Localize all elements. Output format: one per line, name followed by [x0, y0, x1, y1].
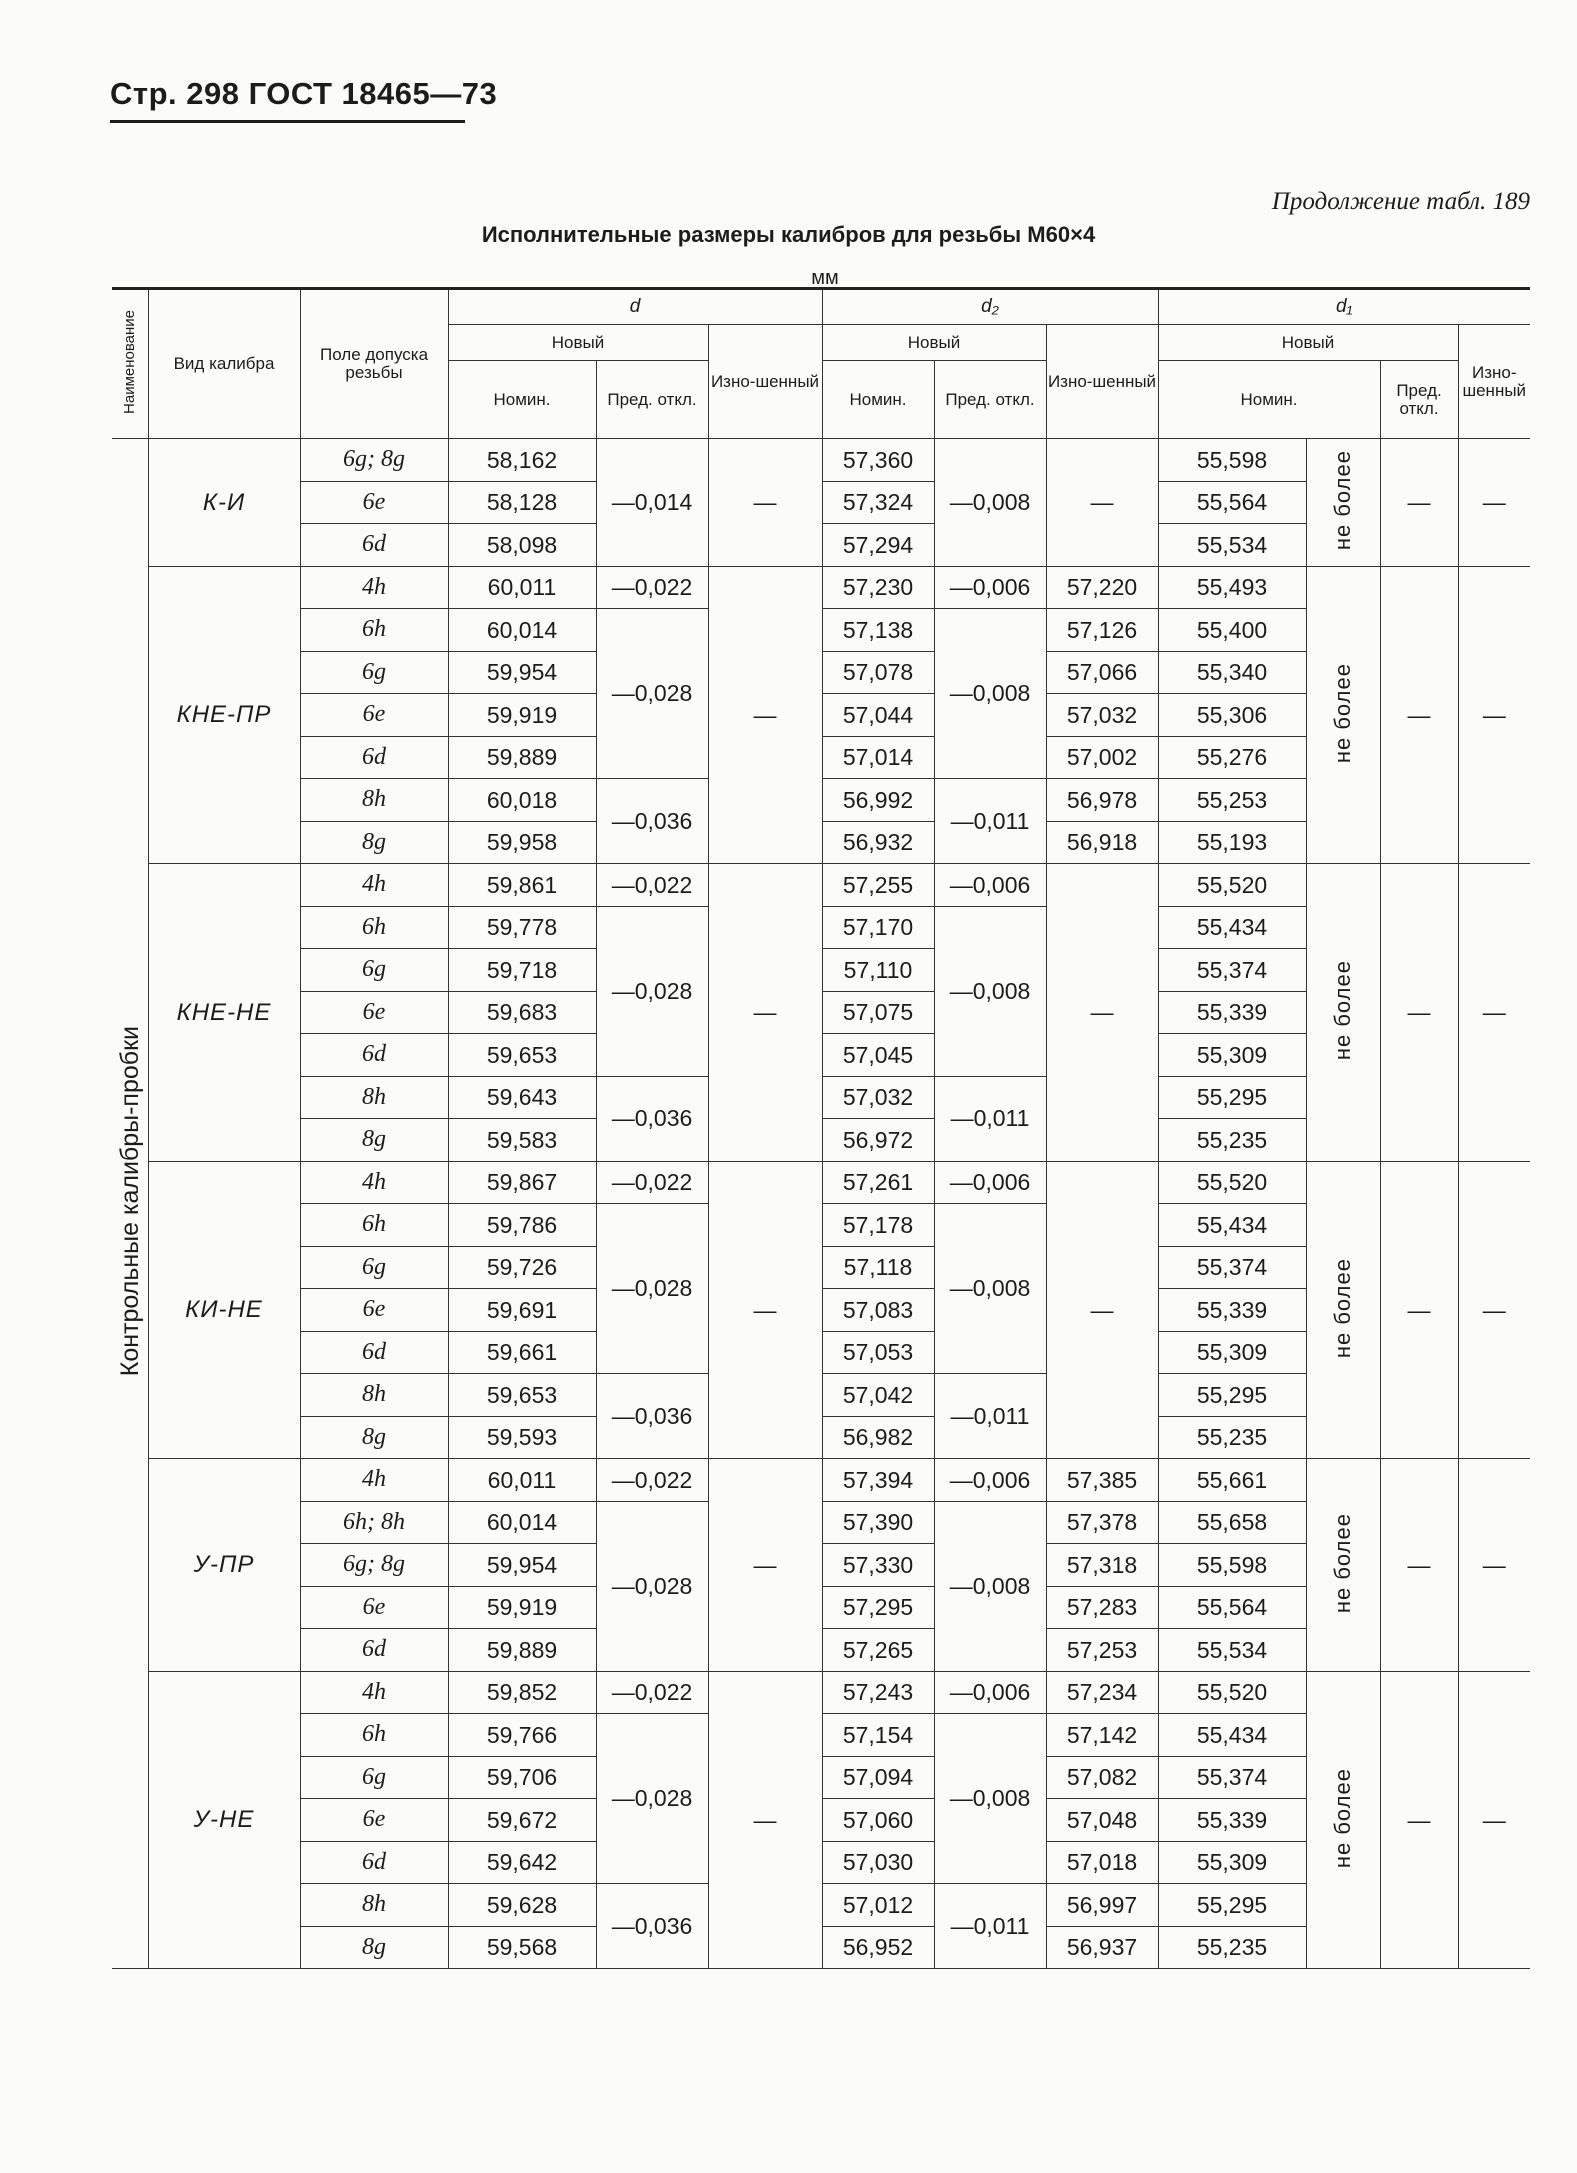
- d-nominal: 59,642: [448, 1841, 596, 1884]
- d1-nominal: 55,306: [1158, 694, 1306, 737]
- not-more-label: не более: [1330, 662, 1356, 763]
- tolerance-field: 8h: [300, 1076, 448, 1119]
- tolerance-field: 6h; 8h: [300, 1501, 448, 1544]
- d2-deviation: —0,011: [934, 779, 1046, 864]
- d-nominal: 59,726: [448, 1246, 596, 1289]
- d-deviation: —0,028: [596, 906, 708, 1076]
- table-row: [112, 439, 1530, 482]
- d2-deviation: —0,006: [934, 1671, 1046, 1714]
- d2-nominal: 57,255: [822, 864, 934, 907]
- d2-worn: 56,997: [1046, 1884, 1158, 1927]
- d1-worn-header: Изно-шенный: [1458, 325, 1530, 439]
- d-worn: —: [708, 1459, 822, 1672]
- d2-deviation: —0,008: [934, 1204, 1046, 1374]
- d-nominal: 59,919: [448, 1586, 596, 1629]
- d2-nominal: 57,324: [822, 481, 934, 524]
- d1-nominal: 55,598: [1158, 1544, 1306, 1587]
- tolerance-field: 8h: [300, 779, 448, 822]
- d-dev-header: Пред. откл.: [596, 361, 708, 439]
- d1-nominal: 55,434: [1158, 1714, 1306, 1757]
- section-name: Контрольные калибры-пробки: [115, 1026, 144, 1377]
- d1-deviation: —: [1380, 566, 1458, 864]
- d2-nominal-header: Номин.: [822, 361, 934, 439]
- d-nominal: 59,653: [448, 1034, 596, 1077]
- d1-worn: —: [1458, 1671, 1530, 1969]
- d1-nominal: 55,493: [1158, 566, 1306, 609]
- d-nominal: 59,643: [448, 1076, 596, 1119]
- tolerance-field: 6g; 8g: [300, 1544, 448, 1587]
- d1-nominal: 55,309: [1158, 1034, 1306, 1077]
- d-nominal: 58,098: [448, 524, 596, 567]
- gauge-dimensions-table: [112, 287, 1530, 1969]
- d2-nominal: 57,243: [822, 1671, 934, 1714]
- d-nominal: 59,683: [448, 991, 596, 1034]
- tolerance-field: 6h: [300, 609, 448, 652]
- d2-nominal: 56,952: [822, 1926, 934, 1969]
- d-nominal: 59,568: [448, 1926, 596, 1969]
- d-nominal: 59,691: [448, 1289, 596, 1332]
- d-nominal: 59,786: [448, 1204, 596, 1247]
- d-nominal: 60,011: [448, 566, 596, 609]
- d2-worn: 57,220: [1046, 566, 1158, 609]
- d2-nominal: 56,982: [822, 1416, 934, 1459]
- d2-nominal: 57,138: [822, 609, 934, 652]
- col-d2-header: d₂: [822, 289, 1158, 325]
- d1-deviation: —: [1380, 1161, 1458, 1459]
- tolerance-field: 6e: [300, 991, 448, 1034]
- d1-nominal: 55,309: [1158, 1331, 1306, 1374]
- d2-nominal: 57,042: [822, 1374, 934, 1417]
- tolerance-field: 6g: [300, 1246, 448, 1289]
- d1-nominal: 55,235: [1158, 1416, 1306, 1459]
- d2-nominal: 57,118: [822, 1246, 934, 1289]
- not-more-cell: [1306, 566, 1380, 864]
- d-nominal: 59,889: [448, 736, 596, 779]
- d2-worn: 57,002: [1046, 736, 1158, 779]
- d-worn-header: Изно-шенный: [708, 325, 822, 439]
- d-nominal: 59,593: [448, 1416, 596, 1459]
- col-field-header: Поле допуска резьбы: [300, 289, 448, 439]
- d2-deviation: —0,006: [934, 1459, 1046, 1502]
- d2-nominal: 57,110: [822, 949, 934, 992]
- tolerance-field: 8h: [300, 1374, 448, 1417]
- not-more-cell: [1306, 864, 1380, 1162]
- d-nominal: 59,661: [448, 1331, 596, 1374]
- d2-nominal: 57,154: [822, 1714, 934, 1757]
- d1-nominal: 55,295: [1158, 1884, 1306, 1927]
- d-deviation: —0,036: [596, 1374, 708, 1459]
- d2-nominal: 57,394: [822, 1459, 934, 1502]
- d2-nominal: 57,044: [822, 694, 934, 737]
- d1-deviation: —: [1380, 1671, 1458, 1969]
- not-more-cell: [1306, 1161, 1380, 1459]
- d2-worn: 57,253: [1046, 1629, 1158, 1672]
- tolerance-field: 6h: [300, 906, 448, 949]
- d-nominal: 59,778: [448, 906, 596, 949]
- d-deviation: —0,036: [596, 779, 708, 864]
- d-nominal: 59,889: [448, 1629, 596, 1672]
- d-nominal: 60,014: [448, 609, 596, 652]
- table-body: [112, 439, 1530, 1969]
- d2-nominal: 57,230: [822, 566, 934, 609]
- col-name-header: Наименование: [112, 289, 148, 439]
- tolerance-field: 6e: [300, 694, 448, 737]
- d2-deviation: —0,011: [934, 1884, 1046, 1969]
- tolerance-field: 4h: [300, 864, 448, 907]
- d1-nominal: 55,253: [1158, 779, 1306, 822]
- d1-deviation: —: [1380, 1459, 1458, 1672]
- d1-nominal-header: Номин.: [1158, 361, 1380, 439]
- not-more-label: не более: [1330, 1257, 1356, 1358]
- d-nominal: 60,014: [448, 1501, 596, 1544]
- tolerance-field: 6e: [300, 1289, 448, 1332]
- d2-worn: 57,082: [1046, 1756, 1158, 1799]
- not-more-label: не более: [1330, 1767, 1356, 1868]
- page-header: Стр. 298 ГОСТ 18465—73: [110, 76, 498, 111]
- d2-nominal: 57,390: [822, 1501, 934, 1544]
- tolerance-field: 4h: [300, 566, 448, 609]
- d2-dev-header: Пред. откл.: [934, 361, 1046, 439]
- d1-nominal: 55,520: [1158, 864, 1306, 907]
- d1-worn: —: [1458, 1459, 1530, 1672]
- d-worn: —: [708, 566, 822, 864]
- d1-nominal: 55,339: [1158, 1799, 1306, 1842]
- d2-nominal: 57,075: [822, 991, 934, 1034]
- tolerance-field: 6e: [300, 481, 448, 524]
- col-d1-header: d₁: [1158, 289, 1530, 325]
- d-nominal: 59,766: [448, 1714, 596, 1757]
- table-row: [112, 1459, 1530, 1502]
- d2-nominal: 57,032: [822, 1076, 934, 1119]
- d2-nominal: 56,932: [822, 821, 934, 864]
- d2-nominal: 57,265: [822, 1629, 934, 1672]
- d2-nominal: 57,083: [822, 1289, 934, 1332]
- d2-nominal: 56,992: [822, 779, 934, 822]
- tolerance-field: 6g: [300, 1756, 448, 1799]
- d-nominal: 59,583: [448, 1119, 596, 1162]
- d2-deviation: —0,008: [934, 609, 1046, 779]
- d-deviation: —0,036: [596, 1076, 708, 1161]
- d1-nominal: 55,235: [1158, 1119, 1306, 1162]
- d-worn: —: [708, 864, 822, 1162]
- d1-worn: —: [1458, 864, 1530, 1162]
- d2-nominal: 57,330: [822, 1544, 934, 1587]
- not-more-label: не более: [1330, 1512, 1356, 1613]
- d-nominal: 58,128: [448, 481, 596, 524]
- d2-nominal: 57,053: [822, 1331, 934, 1374]
- d1-nominal: 55,658: [1158, 1501, 1306, 1544]
- unit-label: мм: [811, 267, 839, 289]
- header-rule: [110, 120, 465, 123]
- tolerance-field: 6g: [300, 949, 448, 992]
- d1-nominal: 55,434: [1158, 906, 1306, 949]
- d-deviation: —0,022: [596, 1459, 708, 1502]
- d2-deviation: —0,011: [934, 1374, 1046, 1459]
- not-more-label: не более: [1330, 450, 1356, 551]
- d2-nominal: 56,972: [822, 1119, 934, 1162]
- d2-nominal: 57,178: [822, 1204, 934, 1247]
- d1-deviation: —: [1380, 439, 1458, 567]
- d-deviation: —0,028: [596, 1714, 708, 1884]
- d-deviation: —0,022: [596, 1671, 708, 1714]
- d1-nominal: 55,276: [1158, 736, 1306, 779]
- d2-worn: 57,234: [1046, 1671, 1158, 1714]
- d-deviation: —0,028: [596, 609, 708, 779]
- d1-nominal: 55,520: [1158, 1161, 1306, 1204]
- tolerance-field: 6d: [300, 1841, 448, 1884]
- section-name-cell: [112, 439, 148, 1969]
- d-deviation: —0,022: [596, 1161, 708, 1204]
- d2-nominal: 57,014: [822, 736, 934, 779]
- tolerance-field: 6e: [300, 1799, 448, 1842]
- gauge-kind: У-ПР: [148, 1459, 300, 1672]
- d1-nominal: 55,520: [1158, 1671, 1306, 1714]
- d2-nominal: 57,261: [822, 1161, 934, 1204]
- d2-worn: 57,385: [1046, 1459, 1158, 1502]
- d2-worn: 56,918: [1046, 821, 1158, 864]
- tolerance-field: 6d: [300, 736, 448, 779]
- d1-new-header: Новый: [1158, 325, 1458, 361]
- d1-nominal: 55,564: [1158, 481, 1306, 524]
- d-nominal: 59,861: [448, 864, 596, 907]
- d1-nominal: 55,374: [1158, 1756, 1306, 1799]
- d2-worn: —: [1046, 439, 1158, 567]
- d2-worn: 57,378: [1046, 1501, 1158, 1544]
- d2-worn: 57,018: [1046, 1841, 1158, 1884]
- table-title: Исполнительные размеры калибров для резьбы М60×4: [481, 222, 1096, 247]
- table-row: [112, 1161, 1530, 1204]
- d2-nominal: 57,045: [822, 1034, 934, 1077]
- d2-worn: 57,066: [1046, 651, 1158, 694]
- d1-nominal: 55,598: [1158, 439, 1306, 482]
- d1-nominal: 55,534: [1158, 1629, 1306, 1672]
- d2-worn: 57,142: [1046, 1714, 1158, 1757]
- d2-worn: —: [1046, 864, 1158, 1162]
- d1-nominal: 55,235: [1158, 1926, 1306, 1969]
- d2-worn: —: [1046, 1161, 1158, 1459]
- tolerance-field: 6d: [300, 1034, 448, 1077]
- gauge-kind: У-НЕ: [148, 1671, 300, 1969]
- d-new-header: Новый: [448, 325, 708, 361]
- gauge-kind: КИ-НЕ: [148, 1161, 300, 1459]
- tolerance-field: 8g: [300, 1416, 448, 1459]
- continuation-note: Продолжение табл. 189: [1271, 188, 1530, 215]
- d1-nominal: 55,534: [1158, 524, 1306, 567]
- table-row: [112, 566, 1530, 609]
- d-nominal: 59,954: [448, 1544, 596, 1587]
- table-row: [112, 864, 1530, 907]
- d2-deviation: —0,011: [934, 1076, 1046, 1161]
- d2-deviation: —0,008: [934, 1501, 1046, 1671]
- d2-deviation: —0,008: [934, 439, 1046, 567]
- d2-nominal: 57,294: [822, 524, 934, 567]
- d2-worn: 57,283: [1046, 1586, 1158, 1629]
- d-worn: —: [708, 1671, 822, 1969]
- d2-nominal: 57,170: [822, 906, 934, 949]
- d-nominal: 59,706: [448, 1756, 596, 1799]
- d1-dev-header: Пред. откл.: [1380, 361, 1458, 439]
- tolerance-field: 6d: [300, 524, 448, 567]
- tolerance-field: 8g: [300, 1926, 448, 1969]
- not-more-label: не более: [1330, 960, 1356, 1061]
- gauge-kind: КНЕ-ПР: [148, 566, 300, 864]
- tolerance-field: 8h: [300, 1884, 448, 1927]
- d1-nominal: 55,193: [1158, 821, 1306, 864]
- tolerance-field: 8g: [300, 821, 448, 864]
- d2-nominal: 57,295: [822, 1586, 934, 1629]
- d-nominal: 59,628: [448, 1884, 596, 1927]
- d2-new-header: Новый: [822, 325, 1046, 361]
- tolerance-field: 6g: [300, 651, 448, 694]
- d2-nominal: 57,060: [822, 1799, 934, 1842]
- d1-nominal: 55,340: [1158, 651, 1306, 694]
- d1-nominal: 55,295: [1158, 1076, 1306, 1119]
- d-nominal: 59,954: [448, 651, 596, 694]
- d2-worn: 57,126: [1046, 609, 1158, 652]
- d2-worn: 56,937: [1046, 1926, 1158, 1969]
- d2-worn-header: Изно-шенный: [1046, 325, 1158, 439]
- d-nominal: 59,653: [448, 1374, 596, 1417]
- d1-worn: —: [1458, 1161, 1530, 1459]
- tolerance-field: 4h: [300, 1161, 448, 1204]
- d-nominal: 60,011: [448, 1459, 596, 1502]
- col-kind-header: Вид калибра: [148, 289, 300, 439]
- d1-nominal: 55,564: [1158, 1586, 1306, 1629]
- d1-nominal: 55,339: [1158, 1289, 1306, 1332]
- d2-deviation: —0,006: [934, 566, 1046, 609]
- d-deviation: —0,036: [596, 1884, 708, 1969]
- d1-nominal: 55,434: [1158, 1204, 1306, 1247]
- d-nominal: 59,718: [448, 949, 596, 992]
- d-nominal: 59,852: [448, 1671, 596, 1714]
- col-d-header: d: [448, 289, 822, 325]
- d2-nominal: 57,094: [822, 1756, 934, 1799]
- d2-nominal: 57,360: [822, 439, 934, 482]
- d-nominal: 60,018: [448, 779, 596, 822]
- not-more-cell: [1306, 439, 1380, 567]
- d2-worn: 56,978: [1046, 779, 1158, 822]
- not-more-cell: [1306, 1459, 1380, 1672]
- d-nominal: 59,919: [448, 694, 596, 737]
- d-deviation: —0,022: [596, 864, 708, 907]
- tolerance-field: 8g: [300, 1119, 448, 1162]
- d-worn: —: [708, 439, 822, 567]
- gauge-kind: КНЕ-НЕ: [148, 864, 300, 1162]
- d1-deviation: —: [1380, 864, 1458, 1162]
- d1-nominal: 55,661: [1158, 1459, 1306, 1502]
- tolerance-field: 6e: [300, 1586, 448, 1629]
- d-worn: —: [708, 1161, 822, 1459]
- tolerance-field: 6h: [300, 1714, 448, 1757]
- d2-deviation: —0,006: [934, 864, 1046, 907]
- tolerance-field: 6d: [300, 1629, 448, 1672]
- d-nominal: 59,672: [448, 1799, 596, 1842]
- gauge-kind: К-И: [148, 439, 300, 567]
- d2-deviation: —0,008: [934, 1714, 1046, 1884]
- d2-worn: 57,318: [1046, 1544, 1158, 1587]
- d1-nominal: 55,374: [1158, 949, 1306, 992]
- d-nominal-header: Номин.: [448, 361, 596, 439]
- d2-deviation: —0,006: [934, 1161, 1046, 1204]
- d2-nominal: 57,078: [822, 651, 934, 694]
- d1-nominal: 55,339: [1158, 991, 1306, 1034]
- d-nominal: 58,162: [448, 439, 596, 482]
- tolerance-field: 6d: [300, 1331, 448, 1374]
- d-nominal: 59,867: [448, 1161, 596, 1204]
- d1-nominal: 55,400: [1158, 609, 1306, 652]
- d2-nominal: 57,012: [822, 1884, 934, 1927]
- d1-worn: —: [1458, 566, 1530, 864]
- d2-nominal: 57,030: [822, 1841, 934, 1884]
- d-deviation: —0,028: [596, 1204, 708, 1374]
- d2-deviation: —0,008: [934, 906, 1046, 1076]
- d-deviation: —0,022: [596, 566, 708, 609]
- d2-worn: 57,048: [1046, 1799, 1158, 1842]
- tolerance-field: 4h: [300, 1459, 448, 1502]
- d1-nominal: 55,295: [1158, 1374, 1306, 1417]
- d1-nominal: 55,374: [1158, 1246, 1306, 1289]
- d1-worn: —: [1458, 439, 1530, 567]
- d-nominal: 59,958: [448, 821, 596, 864]
- d-deviation: —0,028: [596, 1501, 708, 1671]
- tolerance-field: 6h: [300, 1204, 448, 1247]
- d2-worn: 57,032: [1046, 694, 1158, 737]
- table-row: [112, 1671, 1530, 1714]
- d1-nominal: 55,309: [1158, 1841, 1306, 1884]
- tolerance-field: 6g; 8g: [300, 439, 448, 482]
- d-deviation: —0,014: [596, 439, 708, 567]
- tolerance-field: 4h: [300, 1671, 448, 1714]
- not-more-cell: [1306, 1671, 1380, 1969]
